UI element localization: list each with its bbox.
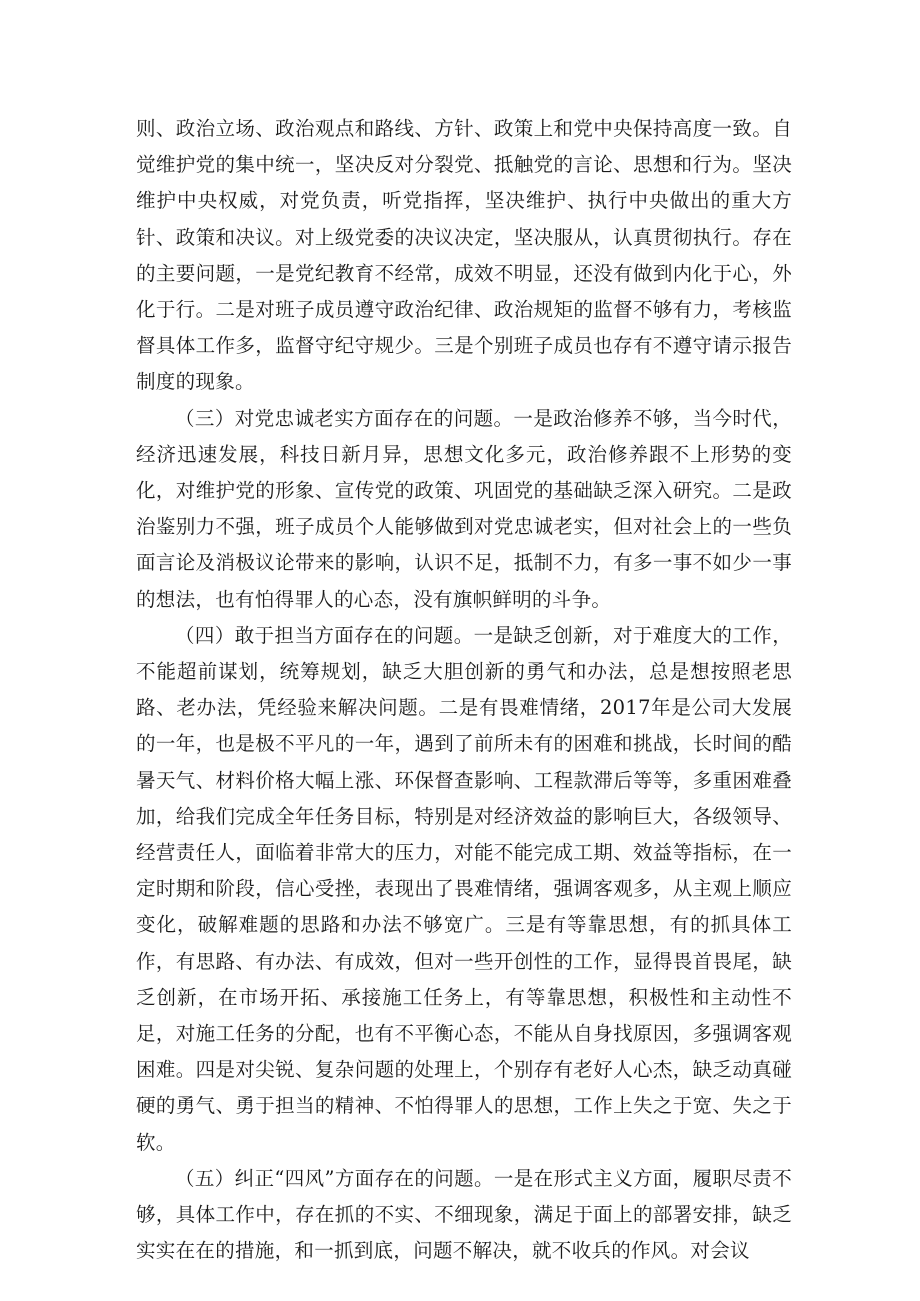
paragraph-political-discipline: 则、政治立场、政治观点和路线、方针、政策上和党中央保持高度一致。自觉维护党的集中统一，坚决反对分裂党、抵触党的言论、思想和行为。坚决维护中央权威，对党负责，听党指挥，坚决维护、执行中央做出的重大方针、政策和决议。对上级党委的决议决定，坚决服从，认真贯彻执行。存在的主要问题，一是党纪教育不经常，成效不明显，还没有做到内化于心，外化于行。二是对班子成员遵守政治纪律、政治规矩的监督不够有力，考核监督具体工作多，监督守纪守规少。三是个别班子成员也存有不遵守请示报告制度的现象。 <box>136 117 792 394</box>
document-body <box>136 111 792 1270</box>
paragraph-loyalty-issues: （三）对党忠诚老实方面存在的问题。一是政治修养不够，当今时代，经济迅速发展，科技日新月异，思想文化多元，政治修养跟不上形势的变化，对维护党的形象、宣传党的政策、巩固党的基础缺乏深入研究。二是政治鉴别力不强，班子成员个人能够做到对党忠诚老实，但对社会上的一些负面言论及消极议论带来的影响，认识不足，抵制不力，有多一事不如少一事的想法，也有怕得罪人的心态，没有旗帜鲜明的斗争。 <box>136 406 792 611</box>
paragraph-responsibility-issues: （四）敢于担当方面存在的问题。一是缺乏创新，对于难度大的工作，不能超前谋划，统筹规划，缺乏大胆创新的勇气和办法，总是想按照老思路、老办法，凭经验来解决问题。二是有畏难情绪，2017年是公司大发展的一年，也是极不平凡的一年，遇到了前所未有的困难和挑战，长时间的酷暑天气、材料价格大幅上涨、环保督查影响、工程款滞后等等，多重困难叠加，给我们完成全年任务目标，特别是对经济效益的影响巨大，各级领导、经营责任人，面临着非常大的压力，对能不能完成工期、效益等指标，在一定时期和阶段，信心受挫，表现出了畏难情绪，强调客观多，从主观上顺应变化，破解难题的思路和办法不够宽广。三是有等靠思想，有的抓具体工作，有思路、有办法、有成效，但对一些开创性的工作，显得畏首畏尾，缺乏创新，在市场开拓、承接施工任务上，有等靠思想，积极性和主动性不足，对施工任务的分配，也有不平衡心态，不能从自身找原因，多强调客观困难。四是对尖锐、复杂问题的处理上，个别存有老好人心杰，缺乏动真碰硬的勇气、勇于担当的精神、不怕得罪人的思想，工作上失之于宽、失之于软。 <box>136 623 792 1154</box>
paragraph-four-winds-issues: （五）纠正“四风”方面存在的问题。一是在形式主义方面，履职尽责不够，具体工作中，存在抓的不实、不细现象，满足于面上的部署安排，缺乏实实在在的措施，和一抓到底，问题不解决，就不收兵的作风。对会议 <box>136 1166 792 1263</box>
